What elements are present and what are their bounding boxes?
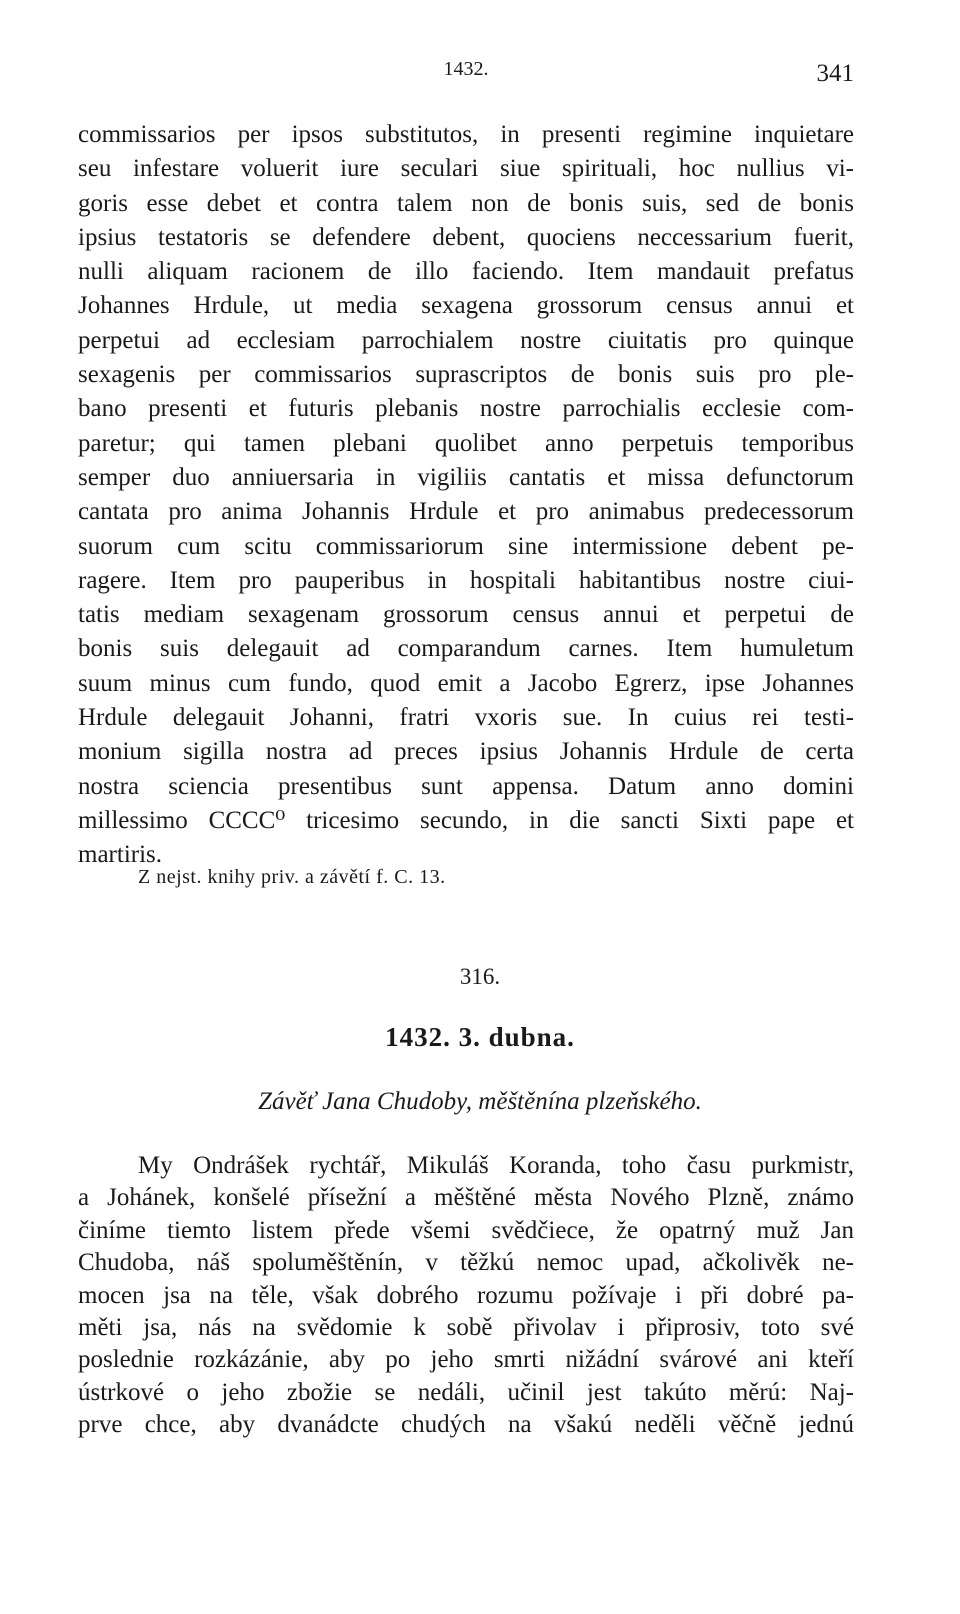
- text-line: goris esse debet et contra talem non de bonis suis, sed de bonis: [78, 189, 854, 217]
- running-head-year: 1432.: [443, 58, 489, 80]
- source-note: Z nejst. knihy priv. a závětí f. C. 13.: [138, 866, 446, 888]
- latin-text-block: [78, 118, 854, 873]
- text-line: commissarios per ipsos substitutos, in presenti regimine inquietare: [78, 121, 854, 148]
- text-line: Hrdule delegauit Johanni, fratri vxoris sue. In cuius rei testi-: [78, 704, 854, 732]
- text-line: činíme tiemto listem přede všemi svědčiece, že opatrný muž Jan: [78, 1216, 854, 1244]
- document-number: 316.: [459, 964, 501, 989]
- text-line: ústrkové o jeho zbožie se nedáli, učinil jest takúto měrú: Naj-: [78, 1378, 854, 1406]
- text-line: tatis mediam sexagenam grossorum census annui et perpetui de: [78, 601, 854, 629]
- text-line: mocen jsa na těle, však dobrého rozumu požívaje i při dobré pa-: [78, 1281, 854, 1309]
- text-line: martiris.: [78, 841, 163, 869]
- page-number: 341: [816, 60, 854, 87]
- text-line: nulli aliquam racionem de illo faciendo. Item mandauit prefatus: [78, 258, 854, 286]
- text-line: semper duo anniuersaria in vigiliis cantatis et missa defunctorum: [78, 463, 854, 491]
- text-line: suum minus cum fundo, quod emit a Jacobo Egrerz, ipse Johannes: [78, 669, 854, 697]
- text-line: prve chce, aby dvanádcte chudých na všakú neděli věčně jednú: [78, 1411, 854, 1439]
- document-title: Závěť Jana Chudoby, měštěnína plzeňského.: [258, 1088, 702, 1115]
- text-line: paretur; qui tamen plebani quolibet anno perpetuis temporibus: [78, 429, 854, 457]
- text-line: poslednie rozkázánie, aby po jeho smrti nižádní svárové ani kteří: [78, 1346, 854, 1374]
- text-line: měti jsa, nás na svědomie k sobě přivolav i připrosiv, toto své: [78, 1313, 854, 1341]
- text-line: monium sigilla nostra ad preces ipsius Johannis Hrdule de certa: [78, 738, 854, 766]
- text-line: millessimo CCCC⁰ tricesimo secundo, in die sancti Sixti pape et: [78, 806, 854, 834]
- text-line: sexagenis per commissarios suprascriptos de bonis suis pro ple-: [78, 361, 854, 389]
- text-line: perpetui ad ecclesiam parrochialem nostre ciuitatis pro quinque: [78, 326, 854, 354]
- text-line: cantata pro anima Johannis Hrdule et pro animabus predecessorum: [78, 498, 854, 526]
- page-header: [78, 52, 854, 92]
- text-line: bonis suis delegauit ad comparandum carnes. Item humuletum: [78, 635, 854, 663]
- text-line: suorum cum scitu commissariorum sine intermissione debent pe-: [78, 532, 854, 560]
- text-line: ipsius testatoris se defendere debent, quociens neccessarium fuerit,: [78, 223, 854, 251]
- document-date: 1432. 3. dubna.: [385, 1022, 575, 1052]
- text-line: ragere. Item pro pauperibus in hospitali habitantibus nostre ciui-: [78, 566, 854, 594]
- text-line: bano presenti et futuris plebanis nostre parrochialis ecclesie com-: [78, 395, 854, 423]
- text-line: nostra sciencia presentibus sunt appensa. Datum anno domini: [78, 772, 854, 800]
- czech-text-block: [78, 1150, 854, 1442]
- text-line: My Ondrášek rychtář, Mikuláš Koranda, toho času purkmistr,: [138, 1152, 854, 1179]
- text-line: a Johánek, konšelé přísežní a měštěné města Nového Plzně, známo: [78, 1184, 854, 1212]
- text-line: seu infestare voluerit iure seculari siue spirituali, hoc nullius vi-: [78, 155, 854, 183]
- text-line: Johannes Hrdule, ut media sexagena grossorum census annui et: [78, 292, 854, 320]
- text-line: Chudoba, náš spoluměštěnín, v těžkú nemoc upad, ačkolivěk ne-: [78, 1249, 854, 1277]
